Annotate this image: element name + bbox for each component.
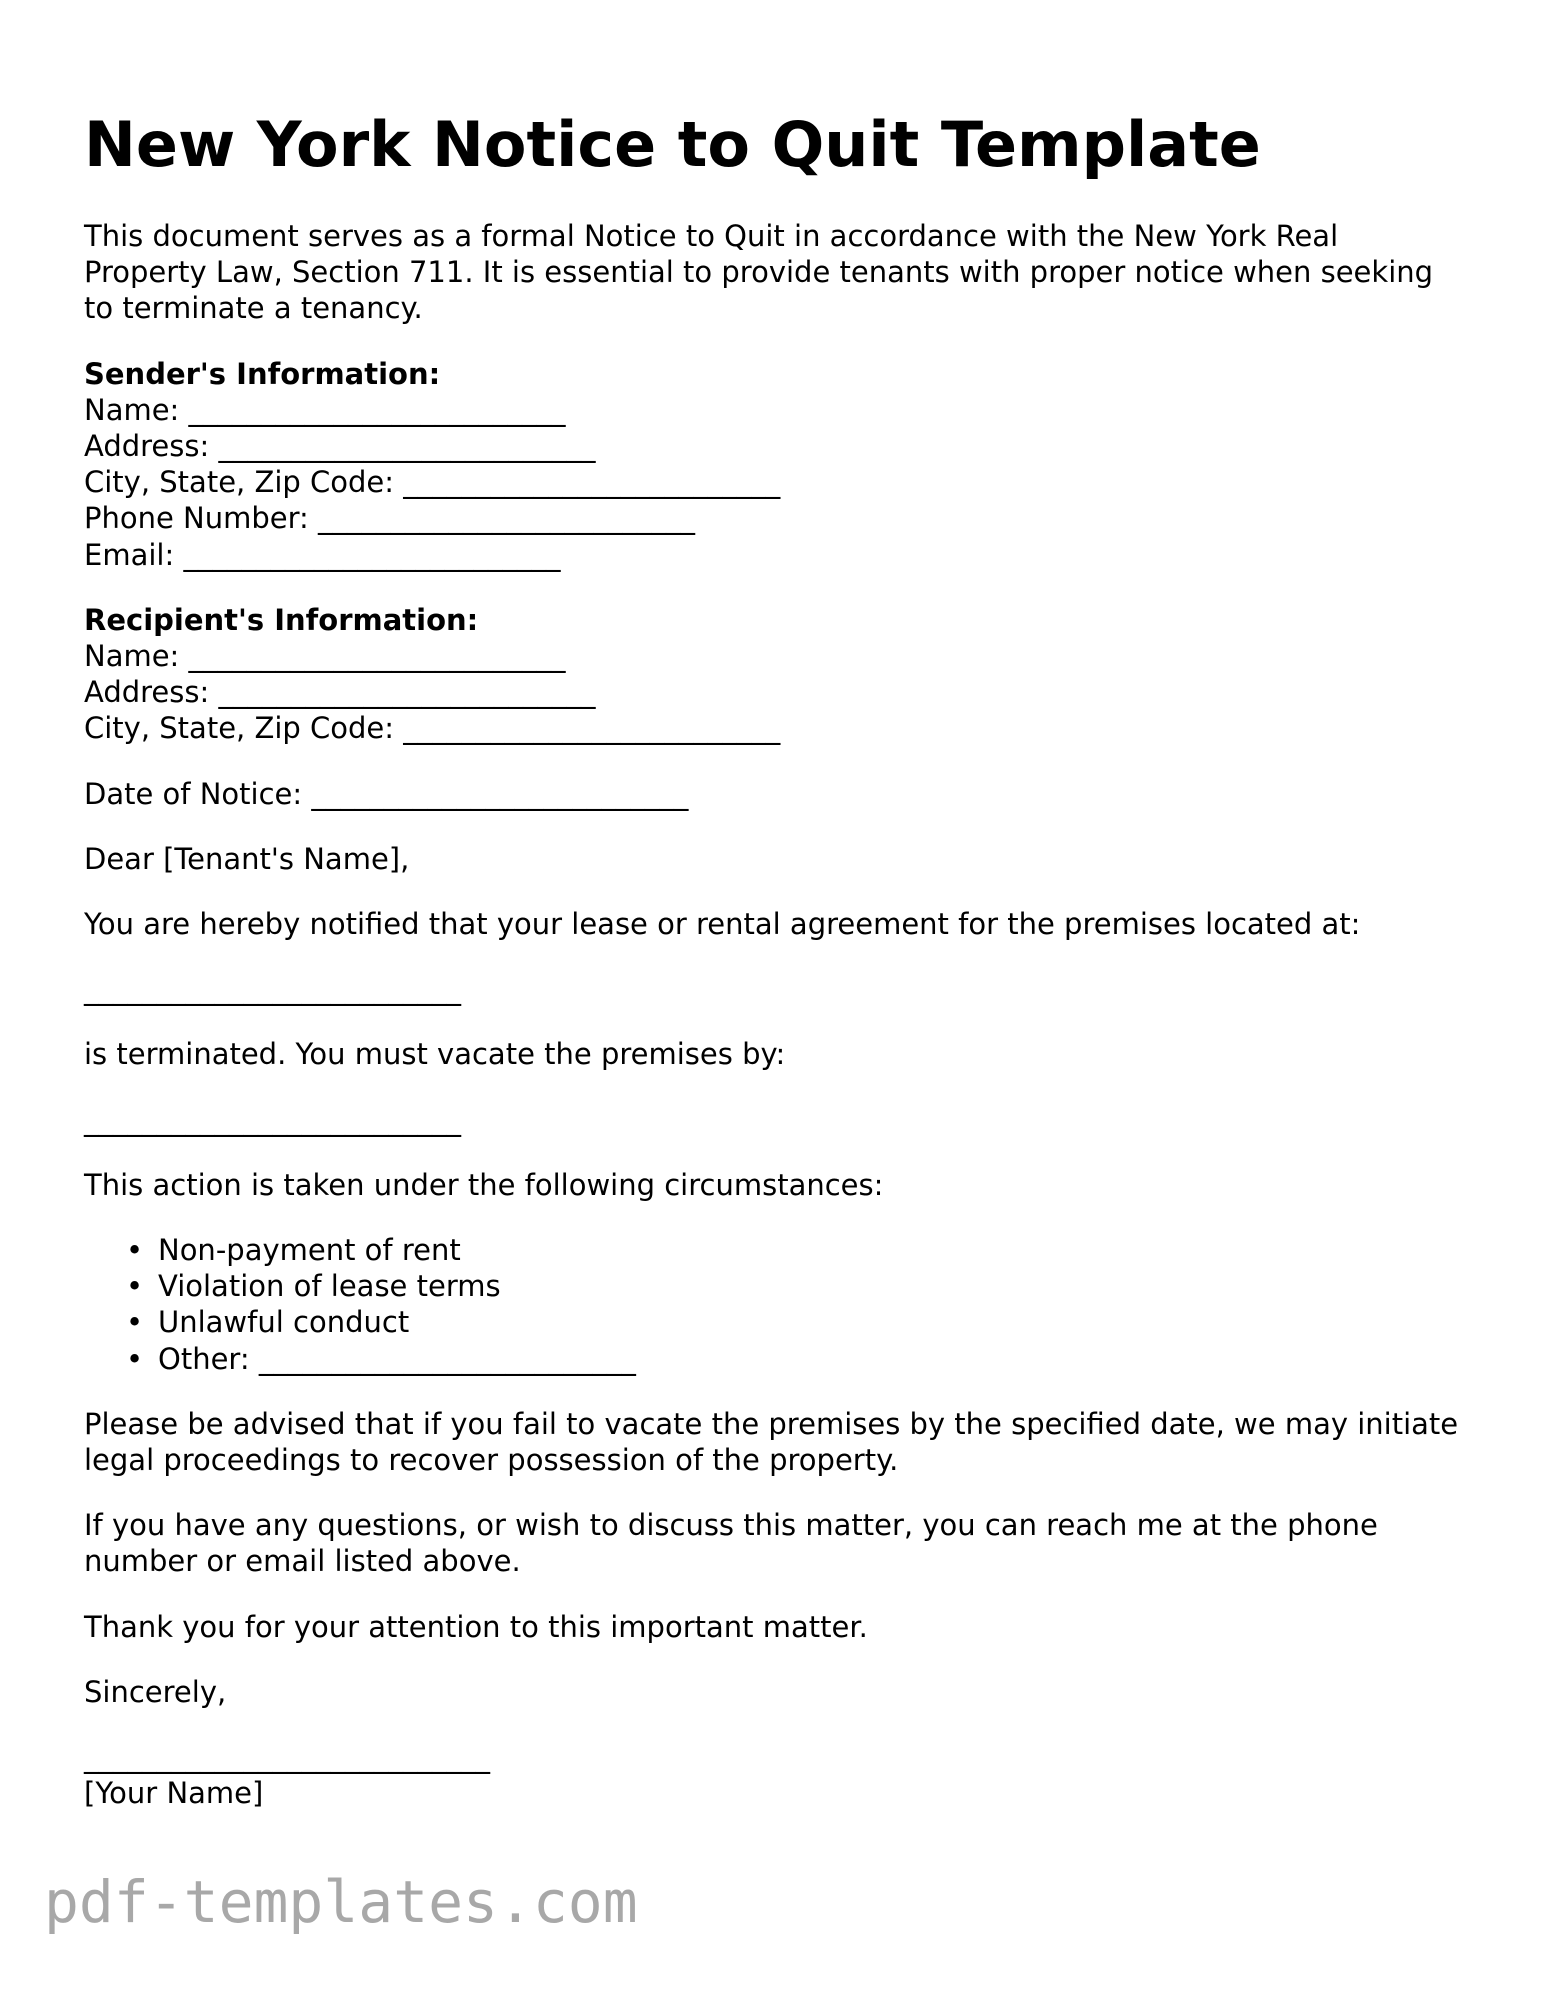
sender-heading: Sender's Information: <box>84 356 441 391</box>
list-item: • Non-payment of rent <box>158 1232 1464 1268</box>
circumstances-intro: This action is taken under the following circumstances: <box>84 1167 884 1202</box>
signature-name: [Your Name] <box>84 1776 264 1811</box>
recipient-city-state-zip-field: City, State, Zip Code: __________________________ <box>84 711 781 746</box>
list-item: • Unlawful conduct <box>158 1304 1464 1340</box>
vacate-date-blank: __________________________ <box>84 1102 461 1137</box>
document-body <box>84 218 1464 1841</box>
premises-address-blank: __________________________ <box>84 972 461 1007</box>
recipient-information <box>84 602 1464 747</box>
advisory-paragraph: Please be advised that if you fail to vacate the premises by the specified date, we may initiate legal proceedings to recover possession of the property. <box>84 1406 1459 1478</box>
recipient-heading: Recipient's Information: <box>84 602 479 637</box>
thanks-paragraph: Thank you for your attention to this important matter. <box>84 1609 868 1644</box>
salutation: Dear [Tenant's Name], <box>84 841 410 876</box>
date-of-notice-field: Date of Notice: __________________________ <box>84 776 689 811</box>
notice-paragraph: You are hereby notified that your lease or rental agreement for the premises located at: <box>84 907 1361 942</box>
circumstances-list <box>84 1232 1464 1377</box>
sender-name-field: Name: __________________________ <box>84 392 566 427</box>
document-title: New York Notice to Quit Template <box>84 108 1261 181</box>
sender-city-state-zip-field: City, State, Zip Code: __________________________ <box>84 465 781 500</box>
recipient-address-field: Address: __________________________ <box>84 675 596 710</box>
watermark: pdf-templates.com <box>44 1868 638 1936</box>
list-item: • Violation of lease terms <box>158 1268 1464 1304</box>
signature-line: ____________________________ <box>84 1740 490 1775</box>
sender-email-field: Email: __________________________ <box>84 537 561 572</box>
list-item: • Other: __________________________ <box>158 1341 1464 1377</box>
terminated-paragraph: is terminated. You must vacate the premises by: <box>84 1037 786 1072</box>
closing: Sincerely, <box>84 1674 227 1709</box>
contact-paragraph: If you have any questions, or wish to discuss this matter, you can reach me at the phone number or email listed above. <box>84 1508 1378 1579</box>
sender-phone-field: Phone Number: __________________________ <box>84 501 696 536</box>
sender-address-field: Address: __________________________ <box>84 429 596 464</box>
intro-paragraph: This document serves as a formal Notice to Quit in accordance with the New York Real Property Law, Section 711. It is essential to provide tenants with proper notice when seeking to terminate a tenancy. <box>84 219 1434 326</box>
signature-block <box>84 1739 1464 1811</box>
recipient-name-field: Name: __________________________ <box>84 639 566 674</box>
sender-information <box>84 356 1464 573</box>
